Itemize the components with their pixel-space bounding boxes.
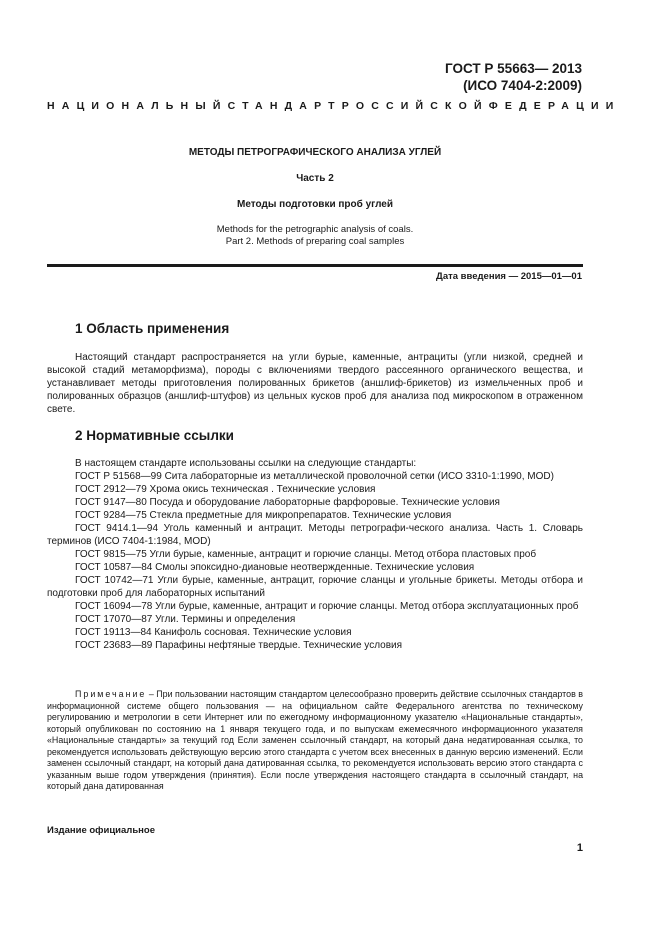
reference-item: ГОСТ 9414.1—94 Уголь каменный и антрацит. Методы петрографи-ческого анализа. Часть 1. Словарь терминов (ИСО 7404-1:1984, MOD) [47, 523, 583, 547]
banner-word: НАЦИОНАЛЬНЫЙ [47, 100, 228, 112]
title-block [47, 146, 583, 248]
banner-word: ФЕДЕРАЦИИ [488, 100, 621, 112]
section-2-heading: 2 Нормативные ссылки [75, 428, 234, 443]
introduction-date: Дата введения — 2015—01—01 [436, 271, 582, 282]
reference-item: ГОСТ 10587—84 Смолы эпоксидно-диановые неотвержденные. Технические условия [75, 562, 475, 573]
reference-item: ГОСТ 10742—71 Угли бурые, каменные, антрацит, горючие сланцы и угольные брикеты. Методы отбора и подготовки проб для лабораторных испытаний [47, 575, 583, 599]
edition-label: Издание официальное [47, 825, 155, 836]
national-standard-banner [47, 100, 621, 112]
standard-designation [445, 60, 582, 94]
reference-item: ГОСТ 17070—87 Угли. Термины и определения [75, 614, 296, 625]
banner-word: СТАНДАРТ [227, 100, 342, 112]
iso-number: (ИСО 7404-2:2009) [463, 78, 582, 93]
reference-item: ГОСТ 23683—89 Парафины нефтяные твердые. Технические условия [75, 640, 403, 651]
reference-item: ГОСТ 9147—80 Посуда и оборудование лабораторные фарфоровые. Технические условия [75, 497, 500, 508]
note-text: – При пользовании настоящим стандартом целесообразно проверить действие ссылочных стандартов в информационной системе общего пользования — на официальном сайте Федерального агентства по техническому регулированию и метрологии в сети Интернет или по ежегодному информационному указателю «Национальные стандарты», который опубликован по состоянию на 1 января текущего года, и по выпускам ежемесячного информационного указателя «Национальные стандарты» за текущий год Если заменен ссылочный стандарт, на который дана недатированная ссылка, то рекомендуется использовать действующую версию этого стандарта с учетом всех внесенных в данную версию изменений. Если заменен ссылочный стандарт, на который дана датированная ссылка, то рекомендуется использовать версию этого стандарта с указанным выше годом утверждения (принятия). Если после утверждения настоящего стандарта в ссылочный стандарт, на который дана датированная [47, 689, 583, 791]
document-title: МЕТОДЫ ПЕТРОГРАФИЧЕСКОГО АНАЛИЗА УГЛЕЙ [188, 147, 442, 158]
document-part: Часть 2 [296, 173, 334, 184]
section-1-heading: 1 Область применения [75, 321, 230, 336]
title-divider [47, 264, 583, 267]
note-label: Примечание [75, 689, 147, 699]
reference-item: ГОСТ 19113—84 Канифоль сосновая. Технические условия [75, 627, 352, 638]
reference-item: ГОСТ 9284—75 Стекла предметные для микропрепаратов. Технические условия [75, 510, 452, 521]
english-title-line-2: Part 2. Methods of preparing coal samples [225, 236, 405, 247]
english-title [47, 224, 583, 248]
section-1-text: Настоящий стандарт распространяется на угли бурые, каменные, антрациты (угли низкой, средней и высокой стадий метаморфизма), породы с включениями твердого рассеянного органического вещества, и устанавливает методы приготовления полированных брикетов (аншлиф-брикетов) из измельченных проб и полированных образцов (аншлиф-штуфов) из цельных кусков проб для анализа под микроскопом в отраженном свете. [47, 352, 583, 415]
english-title-line-1: Methods for the petrographic analysis of coals. [216, 224, 414, 235]
reference-item: ГОСТ 16094—78 Угли бурые, каменные, антрацит и горючие сланцы. Метод отбора эксплуатационных проб [75, 601, 579, 612]
references-note [47, 689, 583, 793]
normative-references-list [47, 457, 583, 652]
banner-word: РОССИЙСКОЙ [341, 100, 489, 112]
references-intro: В настоящем стандарте использованы ссылки на следующие стандарты: [75, 458, 417, 469]
reference-item: ГОСТ 2912—79 Хрома окись техническая . Технические условия [75, 484, 376, 495]
gost-number: ГОСТ Р 55663— 2013 [445, 61, 582, 76]
reference-item: ГОСТ Р 51568—99 Сита лабораторные из металлической проволочной сетки (ИСО 3310-1:1990, MOD) [75, 471, 554, 482]
document-subtitle: Методы подготовки проб углей [237, 199, 393, 210]
page-number: 1 [576, 842, 583, 854]
reference-item: ГОСТ 9815—75 Угли бурые, каменные, антрацит и горючие сланцы. Метод отбора пластовых проб [75, 549, 537, 560]
